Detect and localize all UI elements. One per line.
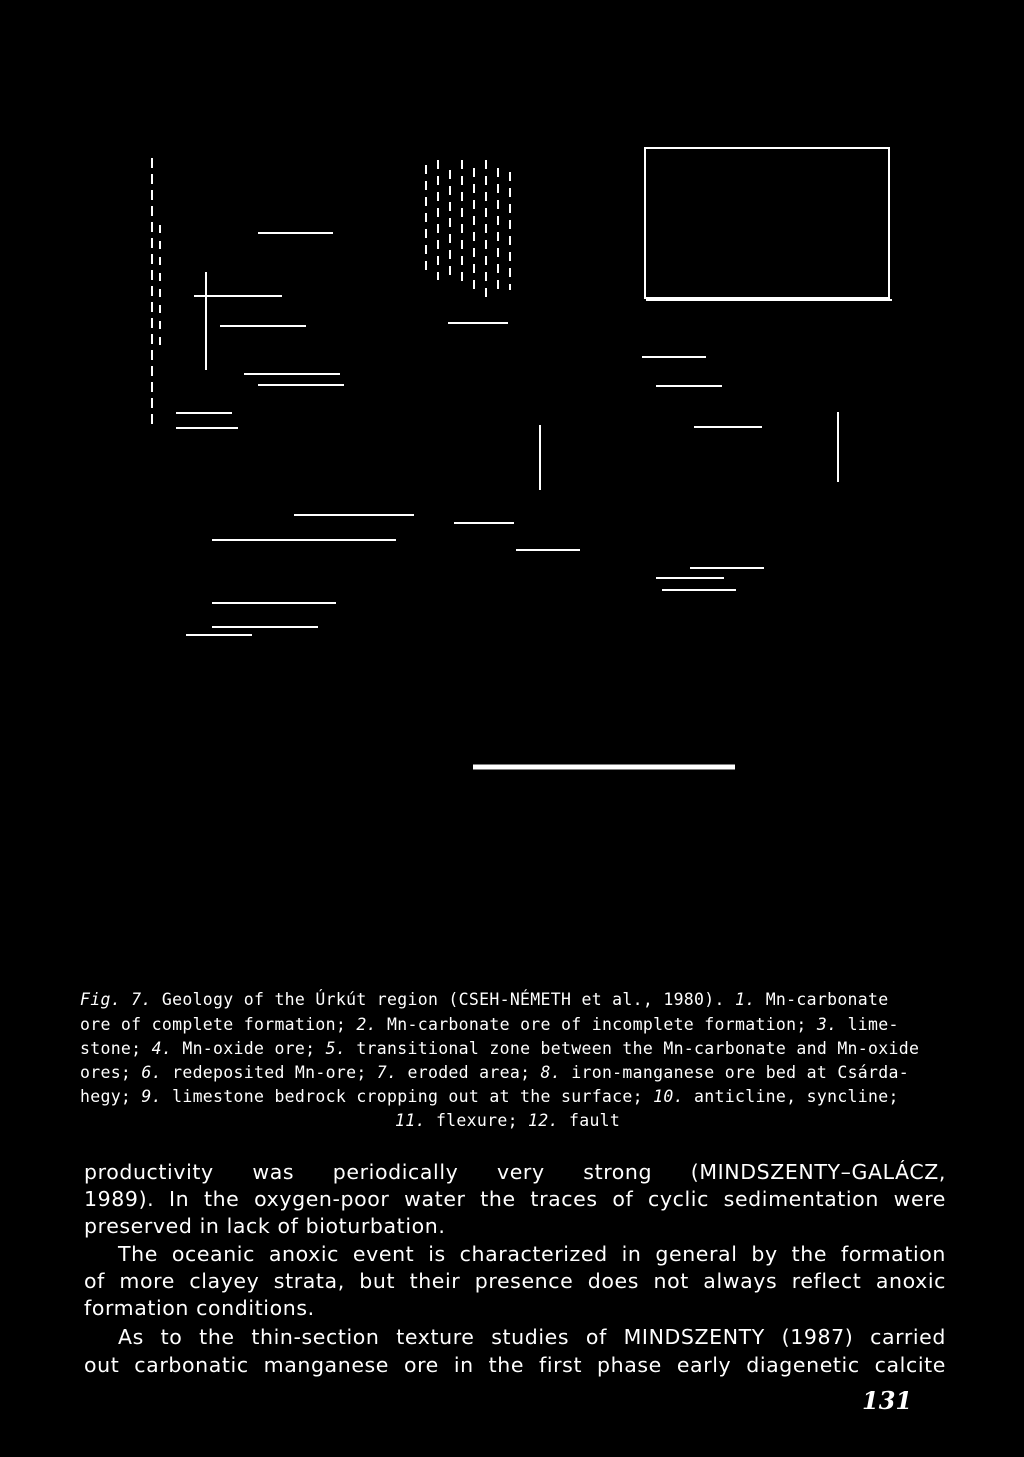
legend-text: fault — [568, 1111, 621, 1130]
legend-number: 8. — [540, 1063, 562, 1082]
legend-text: ores; — [80, 1063, 132, 1082]
body-line: As to the thin-section texture studies of MINDSZENTY (1987) carried — [118, 1325, 946, 1349]
legend-number: 9. — [141, 1087, 162, 1106]
legend-text: iron-manganese ore bed at Csárda- — [571, 1063, 909, 1082]
legend-text: hegy; — [80, 1087, 132, 1106]
caption-line-2 — [80, 1015, 960, 1035]
caption-title: Geology of the Úrkút region (CSEH-NÉMETH et al., 1980). — [161, 990, 725, 1009]
legend-number: 2. — [356, 1015, 377, 1034]
legend-number: 7. — [376, 1063, 398, 1082]
caption-line-3 — [80, 1039, 960, 1059]
legend-number: 6. — [141, 1063, 162, 1082]
caption-line-4 — [80, 1063, 960, 1083]
legend-number: 11. — [395, 1111, 426, 1130]
legend-number: 3. — [816, 1015, 838, 1034]
legend-text: anticline, syncline; — [694, 1087, 899, 1106]
map-line-work — [152, 148, 892, 767]
legend-number: 1. — [734, 990, 756, 1009]
body-line: productivity was periodically very strong (MINDSZENTY–GALÁCZ, — [84, 1160, 946, 1184]
legend-text: flexure; — [435, 1111, 518, 1130]
legend-text: Mn-oxide ore; — [182, 1039, 316, 1058]
caption-line-5 — [80, 1087, 960, 1107]
body-line: The oceanic anoxic event is characterized in general by the formation — [118, 1242, 946, 1266]
legend-number: 10. — [653, 1087, 684, 1106]
body-line: 1989). In the oxygen-poor water the traces of cyclic sedimentation were — [84, 1187, 946, 1211]
legend-text: lime- — [847, 1015, 899, 1034]
body-line: preserved in lack of bioturbation. — [84, 1214, 446, 1238]
map-hatched-area — [426, 160, 510, 300]
figure-number: 7. — [131, 990, 152, 1009]
legend-number: 4. — [151, 1039, 173, 1058]
caption-line-1 — [80, 990, 960, 1010]
legend-text: eroded area; — [407, 1063, 531, 1082]
legend-text: Mn-carbonate — [765, 990, 889, 1009]
legend-text: ore of complete formation; — [80, 1015, 347, 1034]
body-line: of more clayey strata, but their presence does not always reflect anoxic — [84, 1269, 946, 1293]
legend-text: stone; — [80, 1039, 142, 1058]
legend-number: 12. — [528, 1111, 559, 1130]
legend-text: Mn-carbonate ore of incomplete formation; — [387, 1015, 807, 1034]
legend-text: transitional zone between the Mn-carbonate and Mn-oxide — [356, 1039, 920, 1058]
caption-line-6 — [395, 1111, 620, 1131]
body-line: formation conditions. — [84, 1296, 315, 1320]
legend-text: limestone bedrock cropping out at the surface; — [172, 1087, 643, 1106]
figure-label: Fig. — [80, 990, 121, 1009]
map-inset-frame — [645, 148, 889, 298]
legend-text: redeposited Mn-ore; — [172, 1063, 367, 1082]
page-number: 131 — [862, 1386, 913, 1415]
body-line: out carbonatic manganese ore in the first phase early diagenetic calcite — [84, 1353, 946, 1377]
legend-number: 5. — [325, 1039, 347, 1058]
